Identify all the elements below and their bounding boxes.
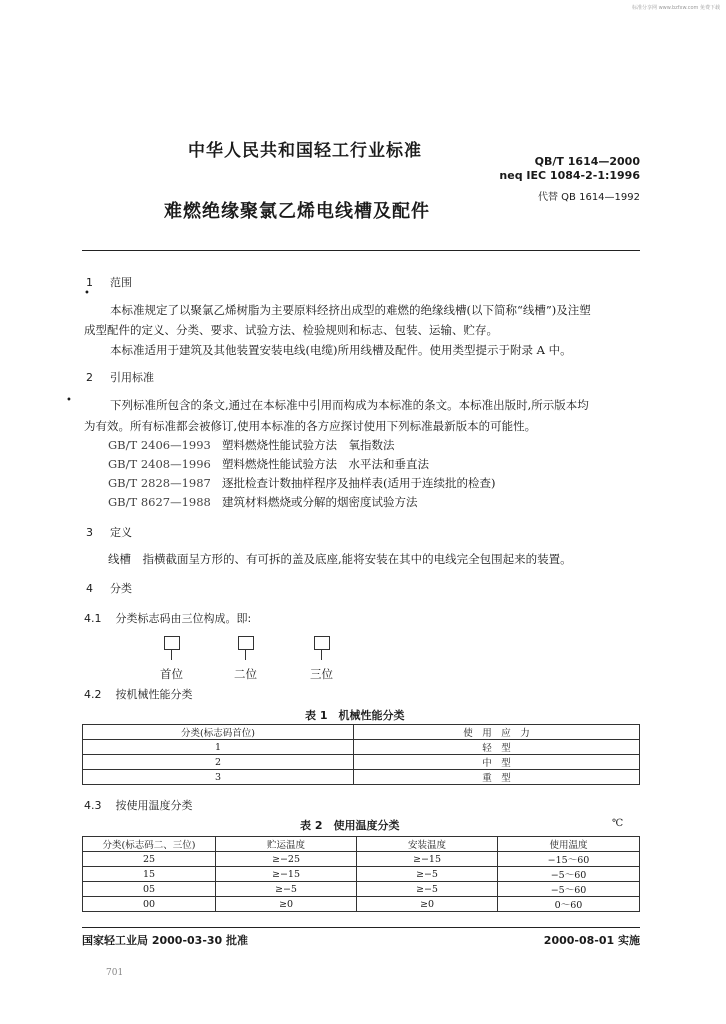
table-header-cell: 分类(标志码首位) xyxy=(83,725,354,740)
subsection-text: 按使用温度分类 xyxy=(115,799,193,812)
margin-dot: • xyxy=(84,288,90,299)
reference-code: GB/T 8627—1988 xyxy=(108,495,211,509)
table-row xyxy=(83,852,640,867)
table-cell: ≥−25 xyxy=(216,852,357,867)
section-3-heading xyxy=(86,524,132,540)
paragraph: 本标准规定了以聚氯乙烯树脂为主要原料经挤出成型的难燃的绝缘线槽(以下简称“线槽”)及注塑 xyxy=(110,303,591,317)
paragraph: 下列标准所包含的条文,通过在本标准中引用而构成为本标准的条文。本标准出版时,所示版本均 xyxy=(110,398,589,412)
paragraph: 本标准适用于建筑及其他装置安装电线(电缆)所用线槽及配件。使用类型提示于附录 A 中。 xyxy=(110,343,572,357)
section-title: 引用标准 xyxy=(110,371,154,384)
table-row xyxy=(83,882,640,897)
footer-rule xyxy=(82,927,640,928)
paragraph: 为有效。所有标准都会被修订,使用本标准的各方应探讨使用下列标准最新版本的可能性。 xyxy=(84,419,537,433)
reference-item xyxy=(108,494,418,510)
table-row xyxy=(83,897,640,912)
section-title: 定义 xyxy=(110,526,132,539)
subsection-4-1 xyxy=(84,610,251,626)
subsection-4-3 xyxy=(84,797,193,813)
neq-code: neq IEC 1084-2-1:1996 xyxy=(499,169,640,182)
header-rule xyxy=(82,250,640,251)
table-cell: ≥0 xyxy=(216,897,357,912)
table-cell: 15 xyxy=(83,867,216,882)
subsection-number: 4.3 xyxy=(84,799,102,812)
table-row xyxy=(83,755,640,770)
table-header-row xyxy=(83,725,640,740)
table-cell: 2 xyxy=(83,755,354,770)
table-header-cell: 分类(标志码二、三位) xyxy=(83,837,216,852)
code-box-second xyxy=(238,636,254,650)
page-number: 701 xyxy=(106,968,124,978)
table-cell: 25 xyxy=(83,852,216,867)
table-cell: 00 xyxy=(83,897,216,912)
approval-date: 国家轻工业局 2000-03-30 批准 xyxy=(82,934,249,947)
watermark: 标准分享网 www.bzfxw.com 免费下载 xyxy=(632,5,720,11)
document-title: 难燃绝缘聚氯乙烯电线槽及配件 xyxy=(164,201,430,222)
table-1 xyxy=(82,724,640,785)
table-cell: −15～60 xyxy=(498,852,640,867)
subsection-text: 按机械性能分类 xyxy=(115,688,193,701)
table-2-unit: ℃ xyxy=(612,818,624,829)
section-number: 1 xyxy=(86,276,93,289)
table-cell: 3 xyxy=(83,770,354,785)
reference-name: 塑料燃烧性能试验方法 水平法和垂直法 xyxy=(222,457,429,471)
code-label-third: 三位 xyxy=(310,667,333,681)
table-cell: 1 xyxy=(83,740,354,755)
table-cell: 0～60 xyxy=(498,897,640,912)
table-cell: 中 型 xyxy=(354,755,640,770)
table-header-cell: 贮运温度 xyxy=(216,837,357,852)
section-title: 范围 xyxy=(110,276,132,289)
code-box-stem xyxy=(321,650,322,660)
reference-name: 塑料燃烧性能试验方法 氧指数法 xyxy=(222,438,395,452)
reference-item xyxy=(108,437,395,453)
standard-org-heading: 中华人民共和国轻工行业标准 xyxy=(188,141,422,161)
reference-name: 建筑材料燃烧或分解的烟密度试验方法 xyxy=(222,495,418,509)
table-cell: 轻 型 xyxy=(354,740,640,755)
code-box-first xyxy=(164,636,180,650)
replaces-code: 代替 QB 1614—1992 xyxy=(538,192,640,203)
section-4-heading xyxy=(86,580,132,596)
subsection-4-2 xyxy=(84,686,193,702)
subsection-text: 分类标志码由三位构成。即: xyxy=(115,612,252,625)
section-1-heading xyxy=(86,274,132,290)
table-cell: 05 xyxy=(83,882,216,897)
reference-item xyxy=(108,475,495,491)
table-cell: ≥−5 xyxy=(357,882,498,897)
table-2 xyxy=(82,836,640,912)
table-row xyxy=(83,770,640,785)
table-cell: ≥−15 xyxy=(216,867,357,882)
table-cell: −5～60 xyxy=(498,867,640,882)
table-header-row xyxy=(83,837,640,852)
table-2-caption: 表 2 使用温度分类 xyxy=(300,819,400,832)
table-cell: ≥−15 xyxy=(357,852,498,867)
margin-dot: • xyxy=(66,395,72,406)
table-row xyxy=(83,740,640,755)
section-number: 3 xyxy=(86,526,93,539)
table-row xyxy=(83,867,640,882)
code-box-third xyxy=(314,636,330,650)
table-cell: 重 型 xyxy=(354,770,640,785)
table-cell: ≥−5 xyxy=(357,867,498,882)
code-box-stem xyxy=(171,650,172,660)
section-title: 分类 xyxy=(110,582,132,595)
table-header-cell: 使 用 应 力 xyxy=(354,725,640,740)
standard-code: QB/T 1614—2000 xyxy=(534,155,640,168)
paragraph: 成型配件的定义、分类、要求、试验方法、检验规则和标志、包装、运输、贮存。 xyxy=(84,323,498,337)
reference-code: GB/T 2408—1996 xyxy=(108,457,211,471)
section-number: 2 xyxy=(86,371,93,384)
subsection-number: 4.2 xyxy=(84,688,102,701)
code-label-second: 二位 xyxy=(234,667,257,681)
subsection-number: 4.1 xyxy=(84,612,102,625)
reference-item xyxy=(108,456,429,472)
paragraph: 线槽 指横截面呈方形的、有可拆的盖及底座,能将安装在其中的电线完全包围起来的装置。 xyxy=(108,552,572,566)
table-header-cell: 使用温度 xyxy=(498,837,640,852)
table-header-cell: 安装温度 xyxy=(357,837,498,852)
section-number: 4 xyxy=(86,582,93,595)
table-1-caption: 表 1 机械性能分类 xyxy=(305,709,405,722)
implementation-date: 2000-08-01 实施 xyxy=(543,934,640,947)
table-cell: ≥−5 xyxy=(216,882,357,897)
section-2-heading xyxy=(86,369,154,385)
table-cell: −5～60 xyxy=(498,882,640,897)
code-label-first: 首位 xyxy=(160,667,183,681)
table-cell: ≥0 xyxy=(357,897,498,912)
reference-code: GB/T 2828—1987 xyxy=(108,476,211,490)
reference-code: GB/T 2406—1993 xyxy=(108,438,211,452)
reference-name: 逐批检查计数抽样程序及抽样表(适用于连续批的检查) xyxy=(222,476,496,490)
code-box-stem xyxy=(245,650,246,660)
